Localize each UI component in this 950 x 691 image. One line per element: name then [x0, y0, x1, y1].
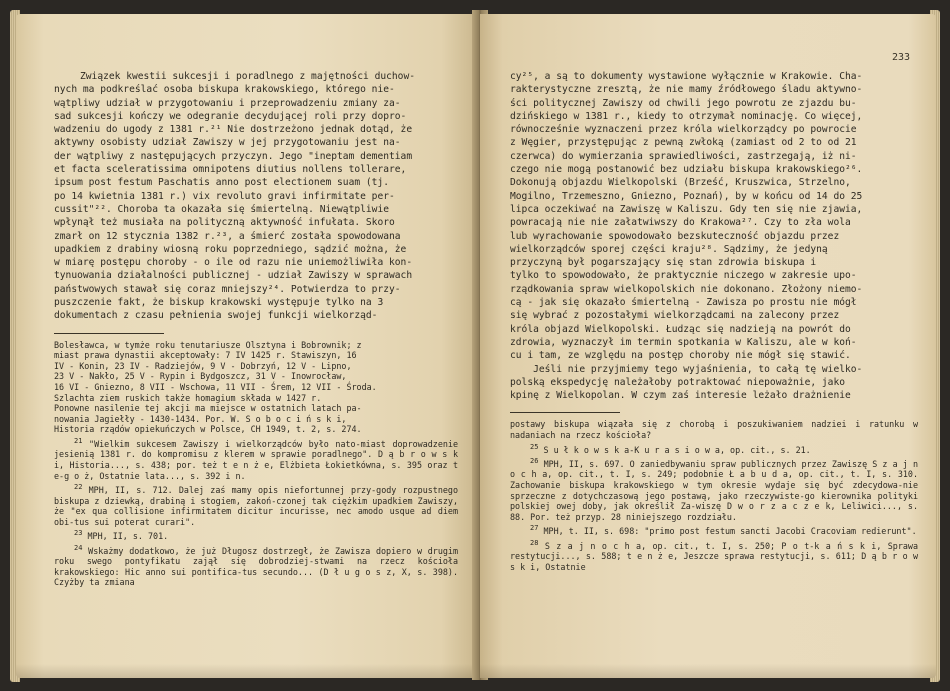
footnote-number: 27	[530, 524, 539, 533]
page-number: 233	[891, 52, 910, 63]
text-line: rakterystyczne zresztą, że nie mamy źródłowego śladu aktywno-	[510, 84, 863, 96]
footnote-line: Historia rządów opiekuńczych w Polsce, CH 1949, t. 2, s. 274.	[54, 424, 362, 435]
left-page-footnotes	[54, 339, 464, 588]
footnote	[54, 528, 458, 541]
footnote	[54, 436, 464, 481]
footnote-number: 28	[530, 538, 539, 547]
footnote-line: Szlachta ziem ruskich także homagium składa w 1427 r.	[54, 392, 322, 403]
text-line: w miarę postępu choroby - o ile od razu nie uniemożliwiła kon-	[54, 257, 413, 269]
footnote	[510, 456, 924, 522]
text-line: Dokonują objazdu Wielkopolski (Brześć, Kruszwica, Strzelno,	[510, 177, 851, 189]
footnote-text: S z a j n o c h a, op. cit., t. I, s. 250; P o t-k a ń s k i, Sprawa restytucji..., s. 588; t e n ż e, Jeszcze sprawa restytucji, s. 611; D ą b r o w s k i, Ostatnie	[510, 540, 924, 572]
footnote-number: 23	[74, 529, 83, 538]
footnote	[54, 482, 464, 527]
text-line: państwowych stawał się coraz mniejszy²⁴. Potwierdza to przy-	[54, 283, 401, 295]
footnote-text: S u ł k o w s k a-K u r a s i o w a, op. cit., s. 21.	[543, 444, 811, 455]
text-line: et facta sceleratissima omnipotens diutius nollens tollerare,	[54, 164, 407, 176]
text-line: rządkowania spraw wielkopolskich nie dokonano. Złożony niemo-	[510, 283, 863, 295]
text-line: czerwca) do wymierzania sprawiedliwości, zastrzegają, iż ni-	[510, 150, 857, 162]
footnote-line: Ponowne nasilenie tej akcji ma miejsce w ostatnich latach pa-	[54, 403, 362, 414]
footnote-number: 26	[530, 457, 539, 465]
text-line: lub wyrachowanie spowodowało bezskuteczność objazdu przez	[510, 230, 840, 242]
text-line: nych ma podkreślać osoba biskupa krakowskiego, którego nie-	[54, 84, 395, 96]
open-book	[10, 4, 942, 687]
text-line: ipsum post festum Paschatis anno post electionem suam (tj.	[54, 177, 390, 189]
footnote-text: MPH, II, s. 697. O zaniedbywaniu spraw publicznych przez Zawiszę S z a j n o c h a, op. cit., t. I, s. 249; podobnie Ł a b u d a, op. cit., t. I, s. 310. Zachowanie biskupa krakowskiego w tym okresie wydaje się być zdecydowa-nie sprzeczne z dotychczasową jego postawą, jako rzeczywiste-go kierownika polityki polskiej owej doby, jak określił Za-wiszę D w o r z a c z e k, Leliwici..., s. 88. Por. też przyp. 28 niniejszego rozdziału.	[510, 458, 924, 522]
footnote-line: nowania Jagiełły - 1430-1434. Por. W. S o b o c i ń s k i,	[54, 413, 347, 424]
text-line: sad sukcesji kończy we odegranie decydującej roli przy dopro-	[54, 110, 407, 122]
footnote-text: MPH, II, s. 712. Dalej zaś mamy opis niefortunnej przy-gody rozpustnego biskupa z dziewką, drabiną i stogiem, zakoń-czonej tak ciężkim upadkiem Zawiszy, że "ex qua collisione infirmitatem dicitur incurisse, nec amodo usque ad diem obi-tus sui poterat curari".	[54, 484, 464, 527]
text-line: tylko to spowodowało, że praktycznie niczego w zakresie upo-	[510, 270, 857, 282]
left-page	[16, 14, 478, 678]
footnote-line: IV - Konin, 23 IV - Radziejów, 9 V - Dobrzyń, 12 V - Lipno,	[54, 360, 352, 371]
page-shadow	[16, 664, 478, 678]
text-line: Związek kwestii sukcesji i poradlnego z majętności duchow-	[80, 71, 416, 82]
footnote-number: 21	[74, 436, 83, 445]
text-line: przyczyną był pogarszający się stan zdrowia biskupa i	[510, 257, 817, 269]
text-line: wątpliwy udział w przygotowaniu i przeprowadzeniu zmiany za-	[54, 97, 401, 109]
text-line: der wątpliwy z następujących przyczyn. Jego "ineptam dementiam	[54, 150, 413, 162]
text-line: lipca oczekiwać na Zawiszę w Kaliszu. Gdy ten się nie zjawia,	[510, 203, 863, 215]
footnote-line: Bolesławca, w tymże roku tenutariusze Olsztyna i Bobrownik; z	[54, 339, 362, 350]
text-line: kpinę z Wielkopolan. W czym zaś interesie leżało drażnienie	[510, 390, 851, 402]
text-line: cussit"²². Choroba ta okazała się śmiertelną. Niewątpliwie	[54, 203, 390, 215]
footnote-line: 16 VI - Gniezno, 8 VII - Wschowa, 11 VII - Śrem, 12 VII - Środa.	[54, 382, 377, 393]
text-line: się wybrać z pozostałymi wielkorządcami na zalecony przez	[510, 310, 840, 322]
left-page-body	[54, 70, 458, 323]
text-line: zdrowia, wyznaczył im termin spotkania w Kaliszu, ale w koń-	[510, 336, 857, 348]
text-line: cu i tam, ze względu na postęp choroby nie mógł się stawić.	[510, 350, 851, 362]
footnote-number: 24	[74, 543, 83, 552]
text-line: powracają nie nie załatwiwszy do Krakowa²⁷. Czy to zła wola	[510, 217, 851, 229]
text-line: Mogilno, Trzemeszno, Gniezno, Poznań), by w końcu od 14 do 25	[510, 190, 863, 202]
right-page-body	[510, 70, 918, 402]
footnote-text: "Wielkim sukcesem Zawiszy i wielkorządców było nato-miast doprowadzenie jesienią 1381 r. do kompromisu z klerem w sprawie poradlnego". D ą b r o w s k i, Historia..., s. 438; por. też t e n ż e, Elżbieta Łokietkówna, s. 395 oraz t e-g o ż, Ostatnie lata..., s. 392 i n.	[54, 438, 464, 481]
text-line: aktywny osobisty udział Zawiszy w jej przygotowaniu jest na-	[54, 137, 401, 149]
footnote-text: MPH, II, s. 701.	[87, 531, 169, 542]
footnote-line: 23 V - Nakło, 25 V - Rypin i Bydgoszcz, 31 V - Inowrocław,	[54, 371, 347, 382]
text-line: dokumentach z czasu pełnienia swojej funkcji wielkorząd-	[54, 310, 378, 322]
text-line: zmarł on 12 stycznia 1382 r.²³, a śmierć została spowodowana	[54, 230, 401, 242]
text-line: cą - jak się okazało śmiertelną - Zawisza po prostu nie mógł	[510, 297, 857, 309]
text-line: po 14 kwietnia 1381 r.) vix revoluto gravi infirmitate per-	[54, 190, 395, 202]
text-line: Jeśli nie przyjmiemy tego wyjaśnienia, to całą tę wielko-	[510, 363, 863, 375]
text-line: upadkiem z drabiny wiosną roku poprzedniego, sądzić można, że	[54, 243, 407, 255]
footnote-continuation: postawy biskupa wiązała się z chorobą i poszukiwaniem nadziei i ratunku w nadaniach na rzecz kościoła?	[510, 419, 924, 441]
footnote-text: Wskażmy dodatkowo, że już Długosz dostrzegł, że Zawisza dopiero w drugim roku swego pontyfikatu zajął się dobrodziej-stwami na rzecz kościoła krakowskiego: Hic anno sui pontifica-tus secundo... (D ł u g o s z, X, s. 398). Czyżby ta zmiana	[54, 545, 464, 588]
footnote	[510, 538, 924, 573]
text-line: króla objazd Wielkopolski. Łudząc się nadzieją na powrót do	[510, 323, 851, 335]
page-shadow	[480, 664, 936, 678]
footnote-number: 25	[530, 442, 539, 451]
footnote	[510, 523, 918, 536]
footnote	[54, 543, 464, 588]
footnote-number: 22	[74, 483, 83, 492]
footnote-separator	[510, 412, 620, 413]
right-page-footnotes	[510, 419, 924, 572]
text-line: wpłynął też musiała na polityczną aktywność infułata. Skoro	[54, 217, 395, 229]
text-line: wadzeniu do ugody z 1381 r.²¹ Nie dostrzeżono jednak dotąd, że	[54, 124, 413, 136]
footnote-text: MPH, t. II, s. 698: "primo post festum sancti Jacobi Cracoviam redierunt".	[543, 526, 917, 537]
text-line: z Węgier, przystępując z pewną zwłoką (zamiast od 2 to od 21	[510, 137, 857, 149]
text-line: puszczenie fakt, że biskup krakowski występuje tylko na 3	[54, 297, 384, 309]
text-line: wielkorządców sporej części kraju²⁸. Sądzimy, że jedyną	[510, 243, 828, 255]
text-line: polską ekspedycję należałoby potraktować niepoważnie, jako	[510, 376, 846, 388]
text-line: tynuowania działalności publicznej - udział Zawiszy w sprawach	[54, 270, 413, 282]
text-line: czego nie mogą postanowić bez udziału biskupa krakowskiego²⁶.	[510, 164, 863, 176]
footnote-separator	[54, 333, 164, 334]
text-line: dzińskiego w 1381 r., kiedy to otrzymał nominację. Co więcej,	[510, 110, 863, 122]
footnote-line: miast prawa dynastii akceptowały: 7 IV 1425 r. Stawiszyn, 16	[54, 350, 357, 361]
footnote	[510, 442, 918, 455]
text-line: ści politycznej Zawiszy od chwili jego powrotu ze zjazdu bu-	[510, 97, 857, 109]
text-line: równocześnie wyznaczeni przez króla wielkorządcy po powrocie	[510, 124, 857, 136]
text-line: cy²⁵, a są to dokumenty wystawione wyłącznie w Krakowie. Cha-	[510, 71, 863, 82]
right-page	[480, 14, 936, 678]
